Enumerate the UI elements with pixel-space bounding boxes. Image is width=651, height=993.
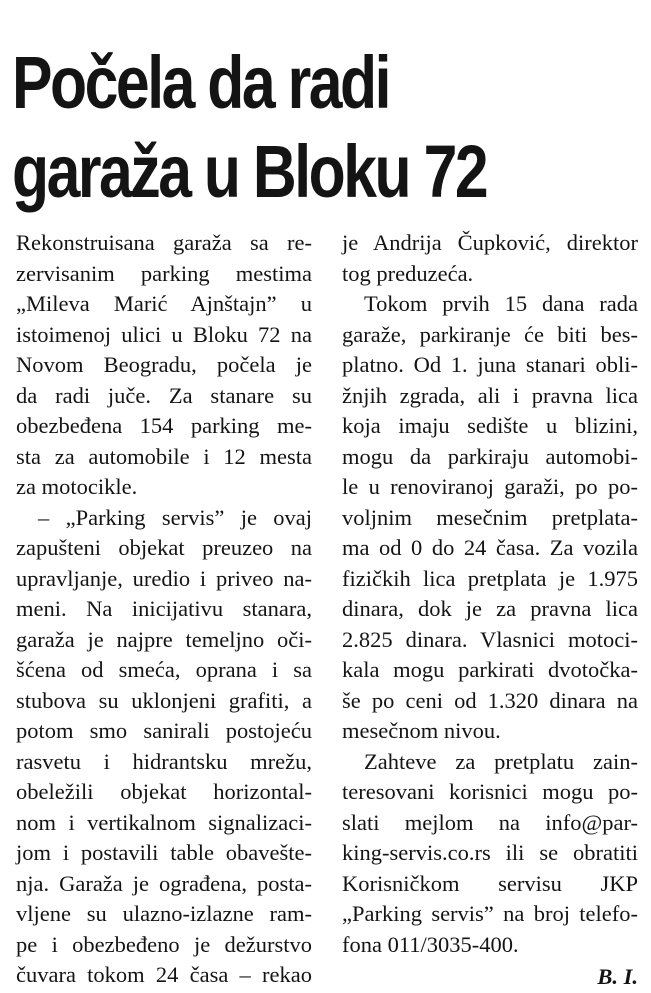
text-line: obezbeđena 154 parking me- xyxy=(16,413,312,438)
text-line: tog preduzeća. xyxy=(342,260,474,286)
text-line: – „Parking servis” je ovaj xyxy=(38,504,312,530)
text-line: platno. Od 1. juna stanari obli- xyxy=(342,352,638,377)
text-line: jom i postavili table obavešte- xyxy=(16,840,312,865)
text-line: stubova su uklonjeni grafiti, a xyxy=(16,687,312,713)
text-line: vljene su ulazno-izlazne ram- xyxy=(16,901,312,926)
text-line: mogu da parkiraju automobi- xyxy=(342,443,638,469)
text-line: čuvara tokom 24 časa – rekao xyxy=(16,962,312,987)
text-line: garaža je najpre temeljno oči- xyxy=(16,626,312,652)
text-line: teresovani korisnici mogu po- xyxy=(342,779,638,804)
text-line: žnjih zgrada, ali i pravna lica xyxy=(342,382,638,408)
text-line: 2.825 dinara. Vlasnici motoci- xyxy=(342,626,638,652)
text-line: še po ceni od 1.320 dinara na xyxy=(342,687,638,713)
text-line: „Parking servis” na broj telefo- xyxy=(342,901,638,926)
text-line: garaže, parkiranje će biti bes- xyxy=(342,321,638,347)
text-line: king-servis.co.rs ili se obratiti xyxy=(342,840,638,865)
text-line: zapušteni objekat preuzeo na xyxy=(16,535,312,560)
text-line: da radi juče. Za stanare su xyxy=(16,382,312,408)
text-line: Novom Beogradu, počela je xyxy=(16,352,312,377)
text-line: fona 011/3035-400. xyxy=(342,931,519,957)
text-line: Rekonstruisana garaža sa re- xyxy=(16,230,312,255)
headline-line-1: Počela da radi xyxy=(12,41,390,124)
text-line: istoimenoj ulici u Bloku 72 na xyxy=(16,321,312,347)
text-line: za motocikle. xyxy=(16,474,138,499)
text-line: pe i obezbeđeno je dežurstvo xyxy=(16,931,312,957)
text-line: slati mejlom na info@par- xyxy=(342,809,638,835)
text-line: ma od 0 do 24 časa. Za vozila xyxy=(342,535,638,560)
author-signature: B. I. xyxy=(597,964,638,989)
headline-line-2: garaža u Bloku 72 xyxy=(12,130,487,213)
text-line: meni. Na inicijativu stanara, xyxy=(16,596,312,621)
text-line: potom smo sanirali postojeću xyxy=(16,718,312,743)
text-line: nja. Garaža je ograđena, posta- xyxy=(16,870,312,896)
article-right-column xyxy=(342,228,638,993)
text-line: dinara, dok je za pravna lica xyxy=(342,596,638,621)
text-line: nom i vertikalnom signalizaci- xyxy=(16,809,312,835)
text-line: koja imaju sedište u blizini, xyxy=(342,413,638,438)
text-line: „Mileva Marić Ajnštajn” u xyxy=(16,291,312,316)
text-line: rasvetu i hidrantsku mrežu, xyxy=(16,748,312,774)
text-line: Zahteve za pretplatu zain- xyxy=(364,748,638,774)
text-line: kala mogu parkirati dvotočka- xyxy=(342,657,638,682)
text-line: Korisničkom servisu JKP xyxy=(342,870,638,896)
article-headline xyxy=(12,38,529,216)
text-line: Tokom prvih 15 dana rada xyxy=(364,291,638,316)
text-line: le u renoviranoj garaži, po po- xyxy=(342,474,638,499)
text-line: upravljanje, uredio i priveo na- xyxy=(16,565,312,591)
text-line: šćena od smeća, oprana i sa xyxy=(16,657,312,682)
text-line: je Andrija Čupković, direktor xyxy=(342,230,638,255)
text-line: fizičkih lica pretplata je 1.975 xyxy=(342,565,638,591)
text-line: obeležili objekat horizontal- xyxy=(16,779,312,804)
text-line: voljnim mesečnim pretplata- xyxy=(342,504,638,530)
text-line: sta za automobile i 12 mesta xyxy=(16,443,312,469)
article-left-column xyxy=(16,228,312,991)
text-line: zervisanim parking mestima xyxy=(16,260,312,286)
text-line: mesečnom nivou. xyxy=(342,718,501,743)
